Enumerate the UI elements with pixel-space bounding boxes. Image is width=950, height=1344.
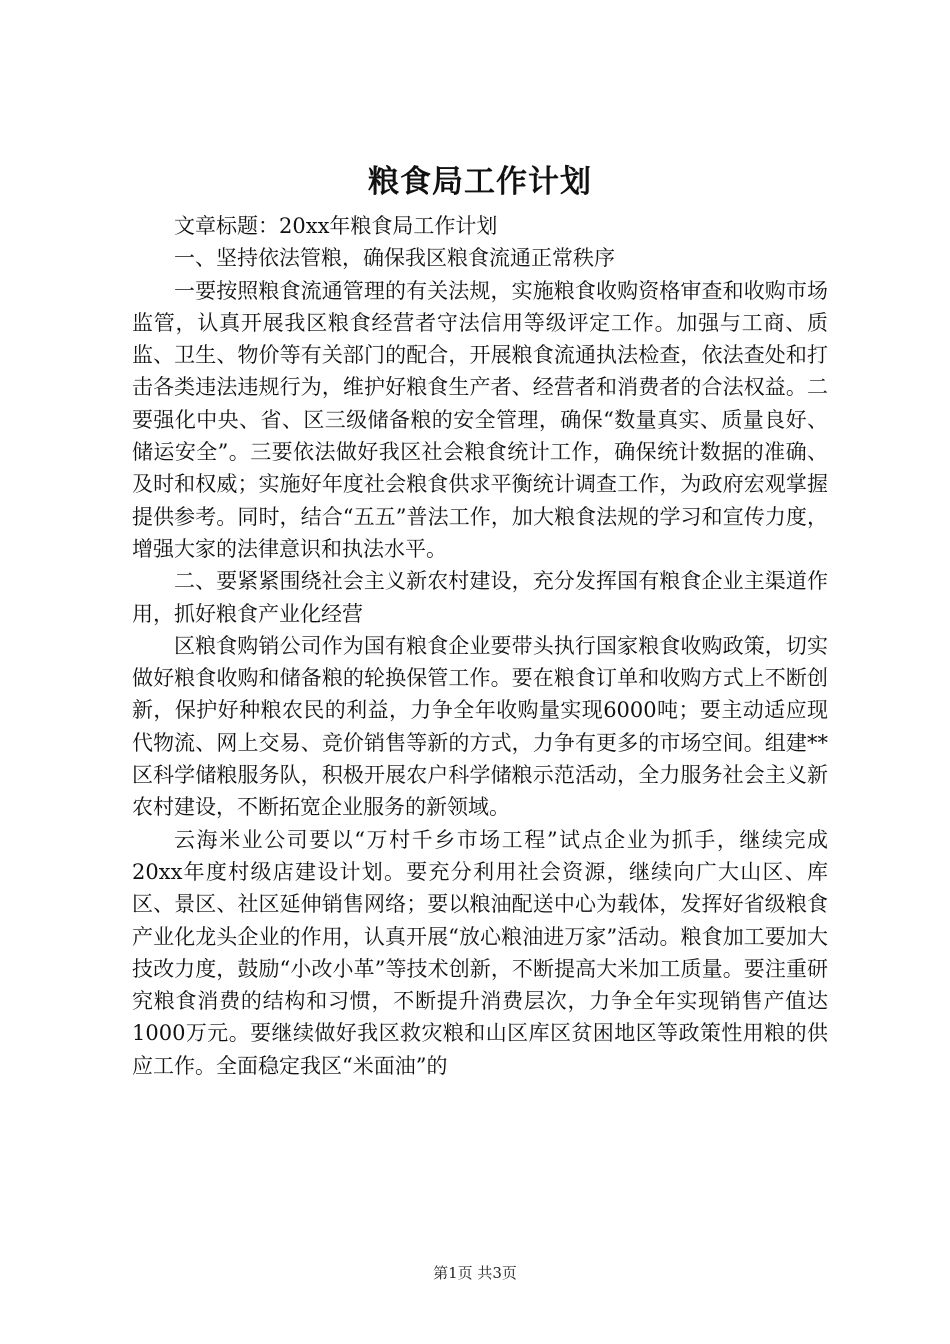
section-heading-2: 二、要紧紧围绕社会主义新农村建设，充分发挥国有粮食企业主渠道作用，抓好粮食产业化经营 [132,569,828,626]
body-paragraph-3: 云海米业公司要以“万村千乡市场工程”试点企业为抓手，继续完成20xx年度村级店建设计划。要充分利用社会资源，继续向广大山区、库区、景区、社区延伸销售网络；要以粮油配送中心为载体，发挥好省级粮食产业化龙头企业的作用，认真开展“放心粮油进万家”活动。粮食加工要加大技改力度，鼓励“小改小革”等技术创新，不断提高大米加工质量。要注重研究粮食消费的结构和习惯，不断提升消费层次，力争全年实现销售产值达1000万元。要继续做好我区救灾粮和山区库区贫困地区等政策性用粮的供应工作。全面稳定我区“米面油”的 [132,827,828,1078]
body-paragraph-2: 区粮食购销公司作为国有粮食企业要带头执行国家粮食收购政策，切实做好粮食收购和储备粮的轮换保管工作。要在粮食订单和收购方式上不断创新，保护好种粮农民的利益，力争全年收购量实现6000吨；要主动适应现代物流、网上交易、竞价销售等新的方式，力争有更多的市场空间。组建**区科学储粮服务队，积极开展农户科学储粮示范活动，全力服务社会主义新农村建设，不断拓宽企业服务的新领域。 [132,633,828,820]
document-page [132,160,828,1082]
page-footer: 第1页 共3页 [433,1264,517,1282]
body-paragraph-1: 一要按照粮食流通管理的有关法规，实施粮食收购资格审查和收购市场监管，认真开展我区粮食经营者守法信用等级评定工作。加强与工商、质监、卫生、物价等有关部门的配合，开展粮食流通执法检查，依法查处和打击各类违法违规行为，维护好粮食生产者、经营者和消费者的合法权益。二要强化中央、省、区三级储备粮的安全管理，确保“数量真实、质量良好、储运安全”。三要依法做好我区社会粮食统计工作，确保统计数据的准确、及时和权威；实施好年度社会粮食供求平衡统计调查工作，为政府宏观掌握提供参考。同时，结合“五五”普法工作，加大粮食法规的学习和宣传力度，增强大家的法律意识和执法水平。 [132,278,828,561]
section-heading-1: 一、坚持依法管粮，确保我区粮食流通正常秩序 [174,246,615,271]
document-title: 粮食局工作计划 [368,164,592,200]
article-title-line: 文章标题：20xx年粮食局工作计划 [174,214,498,238]
